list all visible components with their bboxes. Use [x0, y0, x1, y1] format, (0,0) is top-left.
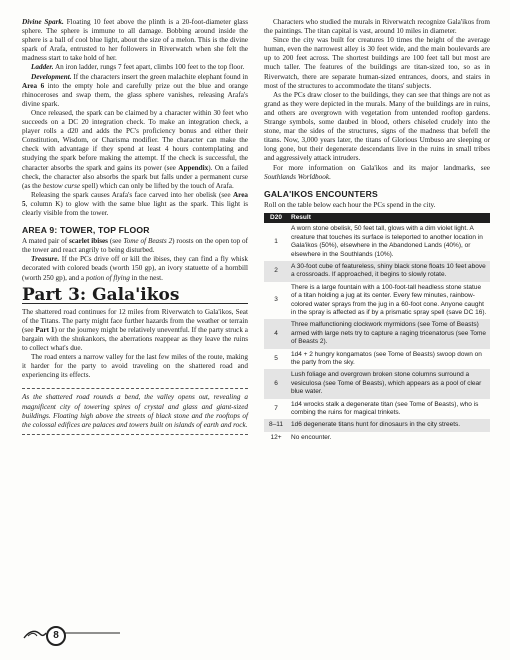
page-number: 8	[46, 626, 66, 646]
roll-cell: 2	[264, 261, 288, 282]
table-row	[264, 319, 490, 348]
paragraph: Characters who studied the murals in Riverwatch recognize Gala'ikos from the paintings. The titan capital is vast, around 10 miles in diameter.	[264, 18, 490, 36]
result-cell: A worn stone obelisk, 50 feet tall, glows with a dim violet light. A creature that touches its surface is teleported to another location in Gala'ikos (50%), elsewhere in the Abandoned Lands (40%), or elsewhere in the Southlands (10%).	[291, 225, 483, 258]
result-cell: 1d4 + 2 hungry kongamatos (see Tome of Beasts) swoop down on the party from the sky.	[291, 350, 482, 366]
paragraph: A mated pair of scarlet ibises (see Tome of Beasts 2) roosts on the open top of the tower and react angrily to being disturbed.	[22, 237, 249, 255]
part-title: Part 3: Gala'ikos	[22, 291, 248, 304]
result-cell: There is a large fountain with a 100-foot-tall headless stone statue of a titan holding a jug at its center. Every few minutes, rainbow-colored water sprays from the jug in a 60-foot cone. Anyone caught in the spray is affected as if by a prismatic spray spell (save DC 16).	[291, 283, 487, 316]
table-row	[264, 349, 490, 370]
encounters-heading: GALA'IKOS ENCOUNTERS	[264, 188, 378, 199]
paragraph: Divine Spark. Floating 10 feet above the plinth is a 20-foot-diameter glass sphere. The sphere is immune to all damage. Bobbing around inside the sphere is a ball of cool blue light, about the size of a melon. This is the divine spark of Arafa, entrusted to her followers in Riverwatch when she felt the madness start to take hold of her.	[22, 18, 249, 63]
roll-cell: 1	[274, 237, 278, 245]
roll-cell: 4	[264, 319, 288, 348]
result-cell: 1d4 wrocks stalk a degenerate titan (see Tome of Beasts), who is combing the ruins for magical trinkets.	[291, 400, 479, 416]
result-cell: Lush foliage and overgrown broken stone columns surround a vesiculosa (see Tome of Beasts), which appears as a pool of clear blue water.	[288, 369, 490, 398]
column-header-result: Result	[288, 213, 490, 223]
paragraph: Development. If the characters insert the green malachite elephant found in Area 6 into the empty hole and carefully prize out the blue and orange rhinoceroses and swap them, the glass sphere vanishes, releasing Arafa's divine spark.	[22, 72, 248, 108]
table-row	[264, 432, 490, 444]
paragraph: Ladder. An iron ladder, rungs 7 feet apart, climbs 100 feet to the top floor.	[31, 63, 245, 72]
paragraph: For more information on Gala'ikos and its major landmarks, see Southlands Worldbook.	[264, 163, 490, 181]
paragraph: Treasure. If the PCs drive off or kill the ibises, they can find a fly whisk decorated with colored beads (worth 150 gp), an ivory statuette of a hornbill (worth 250 gp), and a potion of flying in the nest.	[22, 255, 248, 282]
encounter-table	[264, 213, 490, 444]
paragraph: The road enters a narrow valley for the last few miles of the route, making it harder for the party to avoid traveling on the shattered road and experiencing its effects.	[22, 353, 248, 380]
page-footer	[22, 620, 122, 646]
roll-cell: 3	[274, 296, 278, 304]
result-cell: 1d6 degenerate titans hunt for dinosaurs in the city streets.	[288, 419, 490, 431]
roll-cell: 12+	[270, 433, 282, 441]
roll-cell: 8–11	[264, 419, 288, 431]
paragraph: As the PCs draw closer to the buildings, they can see that things are not as grand as they were depicted in the murals. Many of the buildings are in ruins, and others are overgrown with vegetation from untended rooftop gardens. Strange symbols, some daubed in blood, others chiseled crudely into the stone, mar the sides of the structures, signs of the madness that befell the titans. Now, 3,000 years later, the titans of Glorious Umbuso are sleeping or long gone, but their degenerate descendants live in the ruins in small tribes and aggressively attack intruders.	[264, 90, 490, 163]
table-row	[264, 223, 490, 261]
table-row	[264, 282, 490, 320]
read-aloud-text: As the shattered road rounds a bend, the valley opens out, revealing a magnificent city of towering spires of crystal and glass and giant-sized buildings. Floating high above the streets of black stone and the rooftops of the colossal edifices are palaces and towers built on islands of earth and rock.	[22, 393, 248, 429]
table-row	[264, 369, 490, 398]
table-row	[264, 261, 490, 282]
table-row	[264, 399, 490, 420]
footer-ornament-icon	[22, 620, 122, 646]
column-header-d20: D20	[264, 213, 288, 223]
section-heading: AREA 9: TOWER, TOP FLOOR	[22, 225, 150, 236]
paragraph: Since the city was built for creatures 10 times the height of the average human, even the narrowest alley is 30 feet wide, and the main boulevards are up to 200 feet across. The shortest buildings are 100 feet tall but most are much taller. The features of the buildings are titan-sized too, so as in Riverwatch, there are separate human-sized entrances, doors, and stairs in most of the structures to accommodate the titans' subjects.	[264, 36, 490, 90]
read-aloud-box	[22, 388, 248, 434]
result-cell: No encounter.	[291, 433, 332, 441]
paragraph: Releasing the spark causes Arafa's face carved into her obelisk (see Area 5, column K) to glow with the same blue light as the spark. This light is clearly visible from the tower.	[22, 190, 248, 217]
paragraph: The shattered road continues for 12 miles from Riverwatch to Gala'ikos, Seat of the Titans. The party might face further hazards from the weather or terrain (see Part 1) or the journey might be relatively uneventful. If the party struck a bargain with the shukankors, the aberrations reappear as they leave the ruins to collect what's due.	[22, 307, 248, 353]
roll-cell: 5	[274, 354, 278, 362]
roll-cell: 7	[274, 404, 278, 412]
left-column	[22, 18, 248, 435]
right-column	[264, 18, 490, 444]
roll-cell: 6	[264, 369, 288, 398]
encounters-intro: Roll on the table below each hour the PCs spend in the city.	[264, 200, 436, 209]
paragraph: Once released, the spark can be claimed by a character within 30 feet who succeeds on a DC 20 integration check. To make an integration check, a player rolls a d20 and adds the PC's proficiency bonus and either their Constitution, Wisdom, or Charisma modifier. The character can make the check with advantage if they spend at least 4 hours contemplating and studying the spark before making the attempt. If the check is successful, the character absorbs the spark and gains its power (see Appendix). On a failed check, the character also absorbs the spark but falls under a permanent curse (as the bestow curse spell) which can only be lifted by the touch of Arafa.	[22, 108, 249, 190]
table-row	[264, 419, 490, 431]
result-cell: A 30-foot cube of featureless, shiny black stone floats 10 feet above a crossroads. If approached, it begins to slowly rotate.	[288, 261, 490, 282]
result-cell: Three malfunctioning clockwork myrmidons (see Tome of Beasts) armed with large nets try to capture a raging tricenatorus (see Tome of Beasts 2).	[288, 319, 490, 348]
